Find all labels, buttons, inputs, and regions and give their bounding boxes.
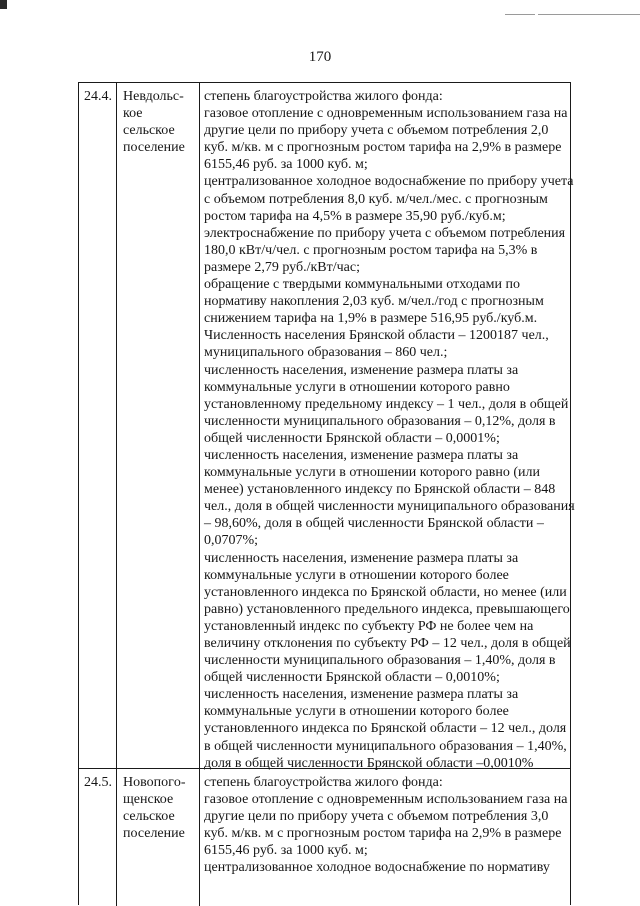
description-line: другие цели по прибору учета с объемом потребления 2,0 [204,123,549,139]
description-line: чел., доля в общей численности муниципального образования [204,499,575,515]
row-number: 24.4. [84,89,112,104]
data-table [78,82,575,905]
description-line: куб. м/кв. м с прогнозным ростом тарифа на 2,9% в размере [204,140,562,156]
description-line: ростом тарифа на 4,5% в размере 35,90 руб./куб.м; [204,208,506,224]
scan-artifact-line [538,14,640,15]
column-divider [116,83,117,768]
description-line: Численность населения Брянской области – 1200187 чел., [204,328,549,344]
settlement-name [123,774,197,842]
description-line: величину отклонения по субъекту РФ – 12 чел., доля в общей [204,636,571,651]
description-line: установленного индекса по Брянской области – 12 чел., доля [204,721,567,737]
name-line: сельское [123,123,175,138]
name-line: кое [123,106,143,121]
table-row [79,769,570,906]
row-description [204,88,575,772]
description-line: коммунальные услуги в отношении которого равно [204,379,510,395]
description-line: 6155,46 руб. за 1000 куб. м; [204,843,368,859]
description-line: менее) установленного индексу по Брянской области – 848 [204,482,556,498]
description-line: с объемом потребления 8,0 куб. м/чел./мес. с прогнозным [204,191,548,207]
description-line: другие цели по прибору учета с объемом потребления 3,0 [204,809,549,825]
description-line: – 98,60%, доля в общей численности Брянской области – [204,516,544,532]
description-line: обращение с твердыми коммунальными отходами по [204,277,520,293]
name-line: Новопогo- [123,775,186,790]
column-divider [199,83,200,768]
description-line: численность населения, изменение размера платы за [204,687,519,703]
description-line: общей численности Брянской области – 0,0010%; [204,670,500,686]
description-line: доля в общей численности Брянской области –0,0010% [204,755,534,771]
row-description [204,774,568,877]
description-line: численности муниципального образования – 0,12%, доля в [204,413,556,429]
column-divider [199,769,200,906]
description-line: муниципального образования – 860 чел.; [204,345,448,361]
description-line: в общей численности муниципального образования – 1,40%, [204,738,567,754]
description-line: нормативу накопления 2,03 куб. м/чел./год с прогнозным [204,294,544,310]
description-line: степень благоустройства жилого фонда: [204,775,443,790]
column-divider [116,769,117,906]
name-line: поселение [123,826,185,841]
description-line: численность населения, изменение размера платы за [204,362,519,378]
description-line: установленного индекса по Брянской области, но менее (или [204,584,567,600]
description-line: численность населения, изменение размера платы за [204,447,519,463]
description-line: степень благоустройства жилого фонда: [204,89,443,104]
table-row [79,83,575,771]
description-line: численность населения, изменение размера платы за [204,550,519,566]
description-line: 6155,46 руб. за 1000 куб. м; [204,157,368,173]
name-line: щенское [123,792,174,807]
description-line: 0,0707%; [204,533,259,549]
description-line: установленному предельному индексу – 1 чел., доля в общей [204,396,569,412]
name-line: поселение [123,140,185,155]
description-line: 180,0 кВт/ч/чел. с прогнозным ростом тарифа на 5,3% в [204,242,538,258]
scan-artifact [0,0,7,9]
scan-artifact-line [505,14,535,15]
description-line: коммунальные услуги в отношении которого более [204,567,509,583]
row-number: 24.5. [84,775,112,790]
description-line: численности муниципального образования – 1,40%, доля в [204,653,556,669]
description-line: электроснабжение по прибору учета с объемом потребления [204,225,566,241]
description-line: коммунальные услуги в отношении которого более [204,704,509,720]
description-line: централизованное холодное водоснабжение по нормативу [204,860,550,876]
name-line: сельское [123,809,175,824]
description-line: коммунальные услуги в отношении которого равно (или [204,465,540,481]
description-line: куб. м/кв. м с прогнозным ростом тарифа на 2,9% в размере [204,826,562,842]
description-line: общей численности Брянской области – 0,0001%; [204,430,500,446]
description-line: газовое отопление с одновременным использованием газа на [204,792,568,808]
description-line: равно) установленного предельного индекса, превышающего [204,601,570,617]
settlement-name [123,88,197,156]
description-line: централизованное холодное водоснабжение по прибору учета [204,174,574,190]
description-line: газовое отопление с одновременным использованием газа на [204,106,568,122]
description-line: установленный индекс по субъекту РФ не более чем на [204,618,534,634]
description-line: размере 2,79 руб./кВт/час; [204,259,360,275]
page-number: 170 [308,49,332,65]
name-line: Невдольс- [123,89,184,104]
description-line: снижением тарифа на 1,9% в размере 516,95 руб./куб.м. [204,311,538,327]
